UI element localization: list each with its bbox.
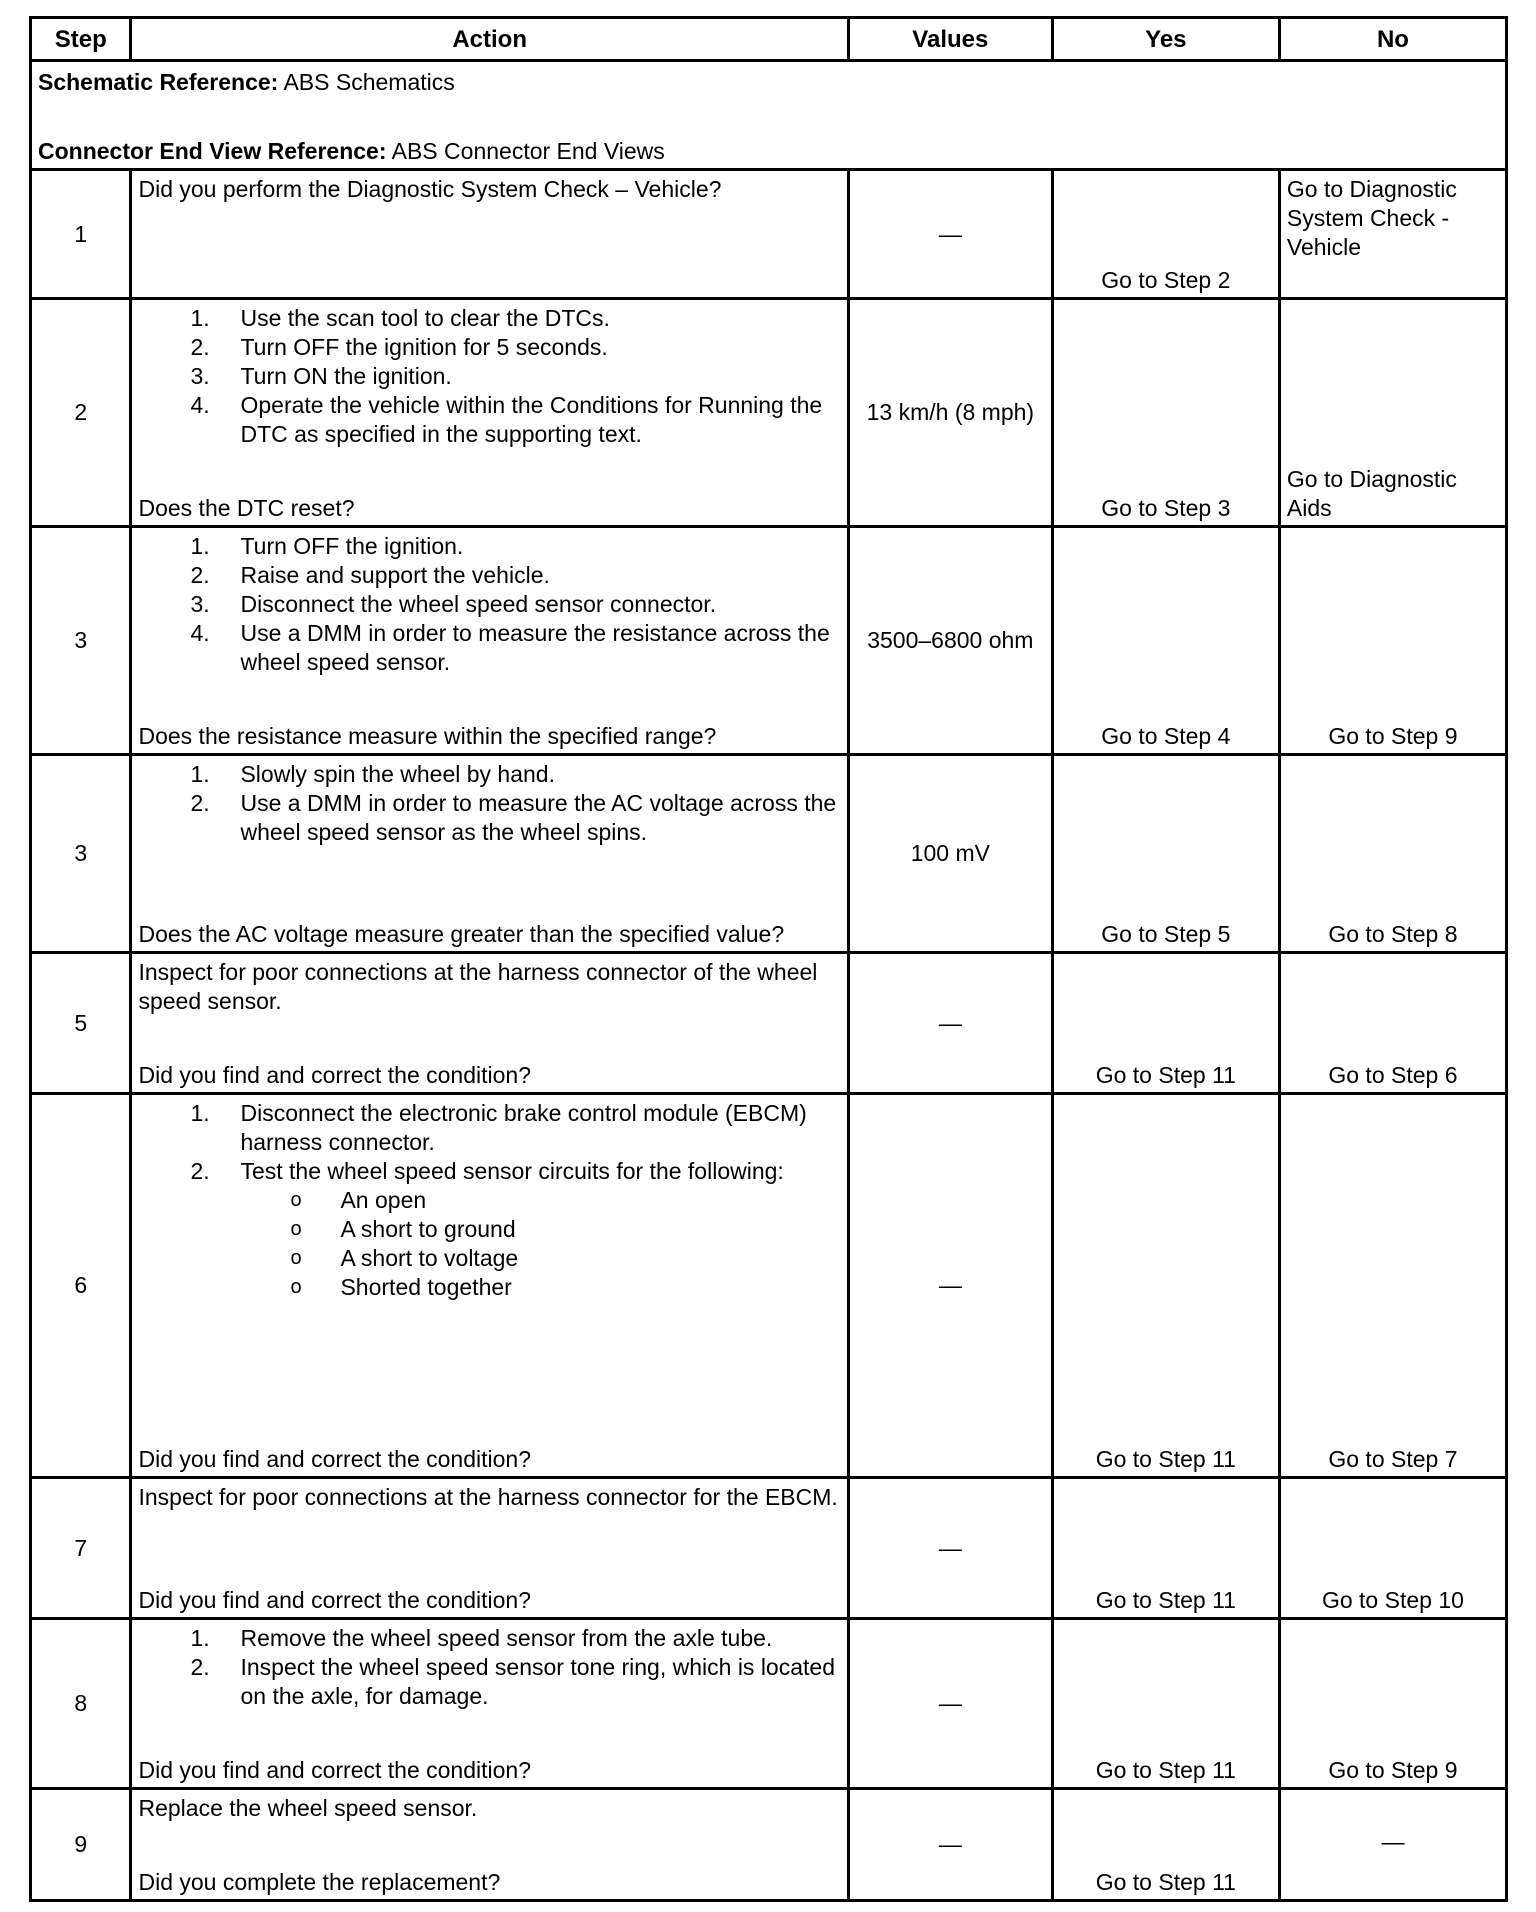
- list-item: 2. Raise and support the vehicle.: [190, 562, 550, 588]
- action-cell: [131, 299, 848, 527]
- list-item: 3. Turn ON the ignition.: [190, 363, 452, 389]
- question-text: Did you find and correct the condition?: [138, 1062, 531, 1088]
- step-number: 3: [31, 755, 131, 953]
- schematic-reference: [38, 68, 1499, 97]
- list-item: 2. Turn OFF the ignition for 5 seconds.: [190, 334, 608, 360]
- action-text: Did you perform the Diagnostic System Check – Vehicle?: [138, 176, 722, 202]
- step-number: 5: [31, 953, 131, 1094]
- question-text: Did you find and correct the condition?: [138, 1757, 531, 1783]
- no-link[interactable]: Go to Step 9: [1328, 723, 1458, 749]
- bullet-icon: o: [290, 1218, 302, 1240]
- list-item-text: Use a DMM in order to measure the resistance across the wheel speed sensor.: [240, 620, 830, 675]
- no-link[interactable]: Go to Step 6: [1328, 1062, 1458, 1088]
- value-cell: —: [848, 1478, 1052, 1619]
- schematic-reference-value: ABS Schematics: [283, 69, 455, 95]
- list-item: 2. Use a DMM in order to measure the AC voltage across the wheel speed sensor as the wheel spins.: [190, 790, 837, 845]
- list-item-text: A short to voltage: [340, 1245, 519, 1271]
- question-text: Did you find and correct the condition?: [138, 1446, 531, 1472]
- table-row: [31, 1619, 1507, 1789]
- table-row: [31, 527, 1507, 755]
- value-cell: —: [848, 1094, 1052, 1478]
- no-link[interactable]: Go to Step 10: [1321, 1587, 1464, 1613]
- yes-cell: [1052, 1094, 1279, 1478]
- no-link[interactable]: Go to Diagnostic System Check - Vehicle: [1286, 176, 1457, 260]
- question-text: Does the AC voltage measure greater than the specified value?: [138, 921, 785, 947]
- table-row: [31, 1789, 1507, 1901]
- yes-link[interactable]: Go to Step 3: [1101, 495, 1231, 521]
- list-item-text: Use a DMM in order to measure the AC voltage across the wheel speed sensor as the wheel spins.: [240, 790, 837, 845]
- yes-link[interactable]: Go to Step 11: [1095, 1446, 1236, 1472]
- table-row: [31, 953, 1507, 1094]
- yes-cell: [1052, 170, 1279, 299]
- no-cell: [1279, 953, 1506, 1094]
- schematic-reference-label: Schematic Reference:: [38, 69, 279, 95]
- no-cell: [1279, 1789, 1506, 1901]
- list-item-text: Turn ON the ignition.: [240, 363, 452, 389]
- yes-link[interactable]: Go to Step 5: [1101, 921, 1231, 947]
- no-cell: [1279, 1094, 1506, 1478]
- yes-cell: [1052, 953, 1279, 1094]
- yes-link[interactable]: Go to Step 4: [1101, 723, 1231, 749]
- no-link[interactable]: Go to Step 9: [1328, 1757, 1458, 1783]
- list-item: [238, 1215, 840, 1244]
- list-item: 1. Turn OFF the ignition.: [190, 533, 464, 559]
- list-item: [238, 1244, 840, 1273]
- bullet-icon: o: [290, 1276, 302, 1298]
- list-item: [238, 1186, 840, 1215]
- action-text: Inspect for poor connections at the harness connector of the wheel speed sensor.: [138, 959, 818, 1014]
- value-cell: 100 mV: [848, 755, 1052, 953]
- list-item: 2. Test the wheel speed sensor circuits for the following:: [190, 1158, 784, 1184]
- step-number: 8: [31, 1619, 131, 1789]
- action-cell: [131, 755, 848, 953]
- action-steps-list: [138, 1099, 840, 1186]
- reference-cell: [31, 61, 1507, 170]
- list-item-text: Turn OFF the ignition.: [240, 533, 464, 559]
- action-cell: [131, 1619, 848, 1789]
- list-item: 3. Disconnect the wheel speed sensor connector.: [190, 591, 717, 617]
- list-item-text: Disconnect the wheel speed sensor connector.: [240, 591, 717, 617]
- value-cell: —: [848, 953, 1052, 1094]
- table-row: [31, 299, 1507, 527]
- action-steps-list: [138, 760, 840, 847]
- yes-link[interactable]: Go to Step 2: [1101, 267, 1231, 293]
- list-item-text: Test the wheel speed sensor circuits for the following:: [240, 1158, 784, 1184]
- question-text: Did you find and correct the condition?: [138, 1587, 531, 1613]
- no-cell: [1279, 170, 1506, 299]
- yes-cell: [1052, 527, 1279, 755]
- yes-cell: [1052, 1789, 1279, 1901]
- action-cell: [131, 1789, 848, 1901]
- header-no: No: [1279, 18, 1506, 61]
- yes-cell: [1052, 1478, 1279, 1619]
- header-values: Values: [848, 18, 1052, 61]
- no-link[interactable]: —: [1381, 1828, 1405, 1855]
- list-item: 4. Operate the vehicle within the Conditions for Running the DTC as specified in the supporting text.: [190, 392, 823, 447]
- value-cell: —: [848, 1789, 1052, 1901]
- list-item-text: An open: [340, 1187, 427, 1213]
- yes-link[interactable]: Go to Step 11: [1095, 1869, 1236, 1895]
- question-text: Does the DTC reset?: [138, 495, 355, 521]
- list-item-text: Raise and support the vehicle.: [240, 562, 550, 588]
- condition-list: [138, 1186, 840, 1302]
- no-link[interactable]: Go to Step 7: [1328, 1446, 1458, 1472]
- action-steps-list: [138, 532, 840, 677]
- no-cell: [1279, 299, 1506, 527]
- connector-reference: [38, 137, 1499, 166]
- question-text: Does the resistance measure within the specified range?: [138, 723, 717, 749]
- list-item-text: Disconnect the electronic brake control module (EBCM) harness connector.: [240, 1100, 807, 1155]
- yes-link[interactable]: Go to Step 11: [1095, 1757, 1236, 1783]
- table-row: [31, 170, 1507, 299]
- header-yes: Yes: [1052, 18, 1279, 61]
- value-cell: 3500–6800 ohm: [848, 527, 1052, 755]
- list-item: 1. Use the scan tool to clear the DTCs.: [190, 305, 610, 331]
- table-row: [31, 755, 1507, 953]
- list-item: [238, 1273, 840, 1302]
- action-steps-list: [138, 304, 840, 449]
- table-row: [31, 1094, 1507, 1478]
- bullet-icon: o: [290, 1247, 302, 1269]
- list-item: 1. Disconnect the electronic brake control module (EBCM) harness connector.: [190, 1100, 807, 1155]
- action-cell: [131, 953, 848, 1094]
- step-number: 6: [31, 1094, 131, 1478]
- action-cell: [131, 1478, 848, 1619]
- step-number: 3: [31, 527, 131, 755]
- step-number: 9: [31, 1789, 131, 1901]
- list-item: 4. Use a DMM in order to measure the resistance across the wheel speed sensor.: [190, 620, 830, 675]
- diagnostic-table: [29, 16, 1508, 1902]
- yes-link[interactable]: Go to Step 11: [1095, 1062, 1236, 1088]
- list-item: 2. Inspect the wheel speed sensor tone ring, which is located on the axle, for damage.: [190, 1654, 835, 1709]
- bullet-icon: o: [290, 1189, 302, 1211]
- header-row: [31, 18, 1507, 61]
- no-cell: [1279, 1478, 1506, 1619]
- no-link[interactable]: Go to Diagnostic Aids: [1286, 466, 1457, 521]
- list-item-text: Shorted together: [340, 1274, 512, 1300]
- list-item-text: A short to ground: [340, 1216, 516, 1242]
- no-link[interactable]: Go to Step 8: [1328, 921, 1458, 947]
- step-number: 7: [31, 1478, 131, 1619]
- yes-cell: [1052, 1619, 1279, 1789]
- list-item-text: Slowly spin the wheel by hand.: [240, 761, 555, 787]
- action-text: Replace the wheel speed sensor.: [138, 1795, 478, 1821]
- list-item-text: Remove the wheel speed sensor from the axle tube.: [240, 1625, 773, 1651]
- header-action: Action: [131, 18, 848, 61]
- question-text: Did you complete the replacement?: [138, 1869, 501, 1895]
- table-row: [31, 1478, 1507, 1619]
- no-cell: [1279, 527, 1506, 755]
- value-cell: 13 km/h (8 mph): [848, 299, 1052, 527]
- step-number: 1: [31, 170, 131, 299]
- action-cell: [131, 527, 848, 755]
- list-item: 1. Slowly spin the wheel by hand.: [190, 761, 555, 787]
- value-cell: —: [848, 1619, 1052, 1789]
- yes-cell: [1052, 755, 1279, 953]
- list-item-text: Use the scan tool to clear the DTCs.: [240, 305, 610, 331]
- list-item-text: Turn OFF the ignition for 5 seconds.: [240, 334, 608, 360]
- connector-reference-value: ABS Connector End Views: [391, 138, 665, 164]
- list-item-text: Inspect the wheel speed sensor tone ring, which is located on the axle, for damage.: [240, 1654, 835, 1709]
- reference-row: [31, 61, 1507, 170]
- value-cell: —: [848, 170, 1052, 299]
- connector-reference-label: Connector End View Reference:: [38, 138, 387, 164]
- no-cell: [1279, 1619, 1506, 1789]
- step-number: 2: [31, 299, 131, 527]
- yes-link[interactable]: Go to Step 11: [1095, 1587, 1236, 1613]
- action-text: Inspect for poor connections at the harness connector for the EBCM.: [138, 1484, 838, 1510]
- action-cell: [131, 1094, 848, 1478]
- action-cell: [131, 170, 848, 299]
- no-cell: [1279, 755, 1506, 953]
- list-item-text: Operate the vehicle within the Conditions for Running the DTC as specified in the supporting text.: [240, 392, 823, 447]
- header-step: Step: [31, 18, 131, 61]
- yes-cell: [1052, 299, 1279, 527]
- list-item: 1. Remove the wheel speed sensor from the axle tube.: [190, 1625, 773, 1651]
- action-steps-list: [138, 1624, 840, 1711]
